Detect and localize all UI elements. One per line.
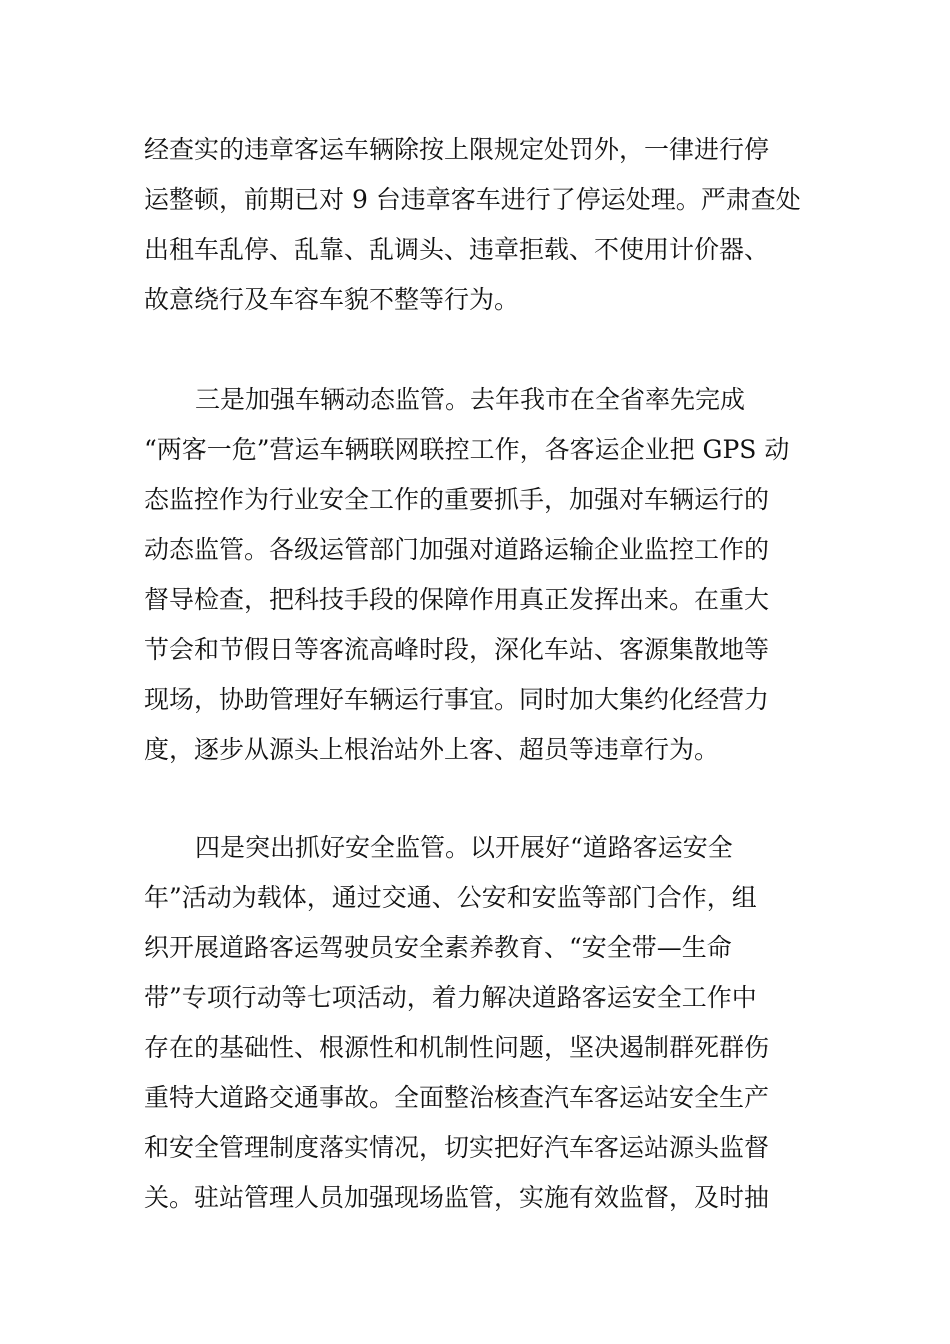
paragraph-line: 出租车乱停、乱靠、乱调头、违章拒载、不使用计价器、 xyxy=(144,235,770,264)
paragraph-line: 重特大道路交通事故。全面整治核查汽车客运站安全生产 xyxy=(144,1083,770,1112)
paragraph-line: 态监控作为行业安全工作的重要抓手，加强对车辆运行的 xyxy=(144,485,770,514)
paragraph-line: 织开展道路客运驾驶员安全素养教育、“安全带—生命 xyxy=(144,933,732,962)
paragraph-line: 四是突出抓好安全监管。以开展好“道路客运安全 xyxy=(195,833,733,862)
paragraph-line: 带”专项行动等七项活动，着力解决道路客运安全工作中 xyxy=(144,983,757,1012)
paragraph-line: 运整顿，前期已对 9 台违章客车进行了停运处理。严肃查处 xyxy=(144,185,801,214)
paragraph-line: 故意绕行及车容车貌不整等行为。 xyxy=(144,285,520,314)
paragraph-line: 现场，协助管理好车辆运行事宜。同时加大集约化经营力 xyxy=(144,685,770,714)
paragraph-line: 三是加强车辆动态监管。去年我市在全省率先完成 xyxy=(195,385,746,414)
paragraph-line: 年”活动为载体，通过交通、公安和安监等部门合作，组 xyxy=(144,883,757,912)
paragraph-line: 和安全管理制度落实情况，切实把好汽车客运站源头监督 xyxy=(144,1133,770,1162)
paragraph-line: 动态监管。各级运管部门加强对道路运输企业监控工作的 xyxy=(144,535,770,564)
paragraph-line: 存在的基础性、根源性和机制性问题，坚决遏制群死群伤 xyxy=(144,1033,770,1062)
paragraph-line: 节会和节假日等客流高峰时段，深化车站、客源集散地等 xyxy=(144,635,770,664)
paragraph-line: “两客一危”营运车辆联网联控工作，各客运企业把 GPS 动 xyxy=(144,435,790,464)
paragraph-line: 督导检查，把科技手段的保障作用真正发挥出来。在重大 xyxy=(144,585,770,614)
paragraph-line: 经查实的违章客运车辆除按上限规定处罚外，一律进行停 xyxy=(144,135,770,164)
paragraph-line: 关。驻站管理人员加强现场监管，实施有效监督，及时抽 xyxy=(144,1183,770,1212)
paragraph-line: 度，逐步从源头上根治站外上客、超员等违章行为。 xyxy=(144,735,720,764)
